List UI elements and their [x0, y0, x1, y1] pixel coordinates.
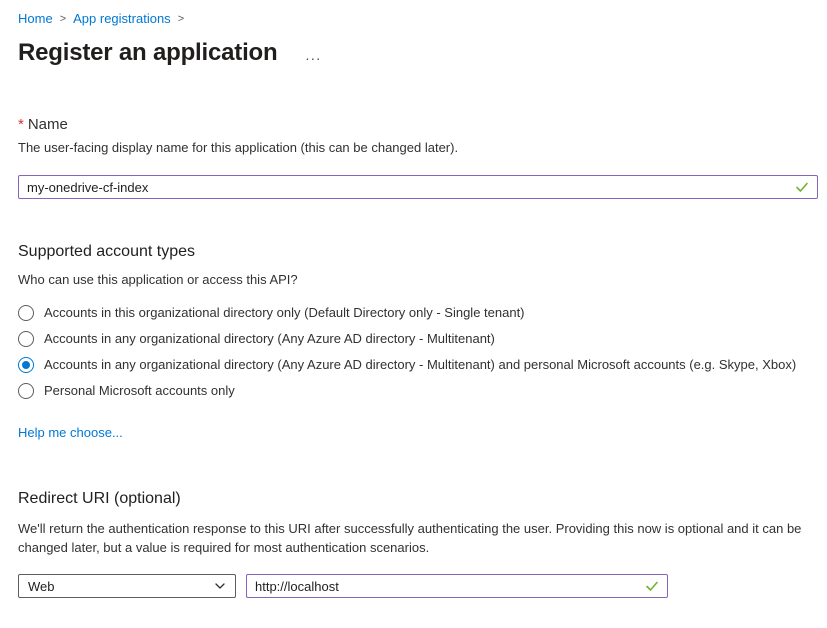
account-type-option-label: Accounts in any organizational directory (Any Azure AD directory - Multitenant) — [44, 331, 495, 346]
breadcrumb-link-app-registrations[interactable]: App registrations — [73, 11, 171, 26]
redirect-uri-description: We'll return the authentication response to this URI after successfully authenticating the user. Providing this now is optional and it can be changed later, but a value is required for most authentication scenarios. — [18, 521, 802, 555]
account-types-question: Who can use this application or access this API? — [18, 272, 298, 287]
platform-select[interactable] — [18, 574, 236, 598]
page-title: Register an application — [18, 39, 278, 66]
account-type-option[interactable] — [18, 356, 809, 374]
name-input-wrap — [18, 175, 818, 199]
radio-icon[interactable] — [18, 305, 34, 321]
name-label-text: Name — [27, 116, 68, 133]
breadcrumb-separator: > — [59, 13, 67, 25]
help-me-choose-link[interactable]: Help me choose... — [18, 425, 123, 440]
radio-icon[interactable] — [18, 357, 34, 373]
chevron-down-icon — [214, 580, 226, 592]
required-asterisk: * — [18, 116, 24, 133]
breadcrumb — [18, 12, 809, 26]
name-input[interactable] — [18, 175, 818, 199]
redirect-uri-heading: Redirect URI (optional) — [18, 490, 181, 507]
platform-select-value: Web — [28, 578, 55, 594]
name-field-label — [18, 116, 809, 134]
account-type-option[interactable] — [18, 382, 809, 400]
supported-account-types-heading: Supported account types — [18, 243, 196, 260]
more-options-button[interactable]: ... — [305, 47, 322, 63]
account-type-option-label: Personal Microsoft accounts only — [44, 383, 235, 398]
redirect-uri-input[interactable] — [246, 574, 668, 598]
account-type-option-label: Accounts in this organizational directory only (Default Directory only - Single tenant) — [44, 305, 525, 320]
account-type-option[interactable] — [18, 330, 809, 348]
account-types-radio-group — [18, 304, 809, 400]
name-field-description: The user-facing display name for this application (this can be changed later). — [18, 140, 459, 155]
redirect-uri-controls — [18, 574, 809, 598]
account-type-option-label: Accounts in any organizational directory (Any Azure AD directory - Multitenant) and personal Microsoft accounts (e.g. Skype, Xbox) — [44, 357, 797, 372]
radio-icon[interactable] — [18, 383, 34, 399]
breadcrumb-link-home[interactable]: Home — [18, 11, 53, 26]
radio-icon[interactable] — [18, 331, 34, 347]
breadcrumb-separator: > — [177, 13, 185, 25]
redirect-uri-input-wrap — [246, 574, 668, 598]
title-row — [18, 39, 809, 67]
account-type-option[interactable] — [18, 304, 809, 322]
